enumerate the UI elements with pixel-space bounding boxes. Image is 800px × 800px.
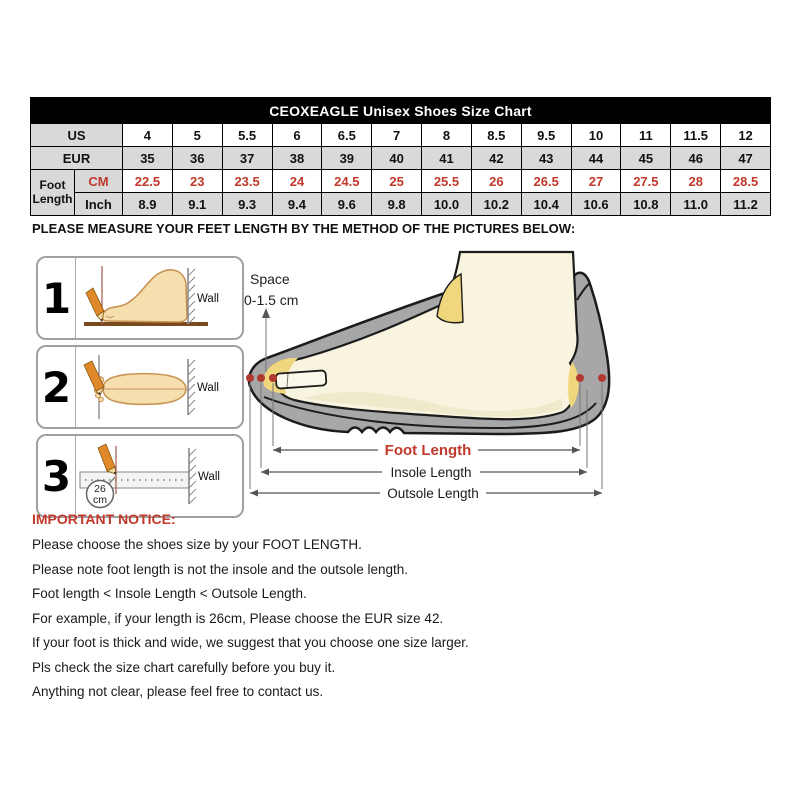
wall-label: Wall	[198, 471, 220, 483]
foot-in-shoe-svg	[240, 250, 640, 508]
notice-line: Anything not clear, please feel free to contact us.	[32, 684, 324, 699]
space-label-line2: 0-1.5 cm	[244, 292, 299, 308]
toe	[99, 398, 104, 402]
inch-length-cell: 9.6	[322, 193, 372, 216]
foot-side-shape	[102, 270, 187, 322]
cm-length-cell: 27	[571, 170, 621, 193]
wall-label: Wall	[197, 382, 219, 394]
us-size-cell: 4	[123, 124, 173, 147]
inch-length-cell: 8.9	[123, 193, 173, 216]
inch-length-cell: 11.2	[721, 193, 771, 216]
notice-line: If your foot is thick and wide, we suggest that you choose one size larger.	[32, 635, 469, 650]
eur-size-cell: 46	[671, 147, 721, 170]
step-number: 1	[38, 258, 76, 338]
inch-length-cell: 10.6	[571, 193, 621, 216]
us-size-cell: 9.5	[521, 124, 571, 147]
pencil-lead	[114, 472, 116, 474]
space-arrowhead-icon	[262, 308, 270, 318]
insole-length-label: Insole Length	[390, 465, 472, 480]
us-size-cell: 12	[721, 124, 771, 147]
notice-heading: IMPORTANT NOTICE:	[32, 511, 176, 527]
eur-size-cell: 36	[172, 147, 222, 170]
wall-hatch	[189, 448, 196, 504]
notice-line: For example, if your length is 26cm, Please choose the EUR size 42.	[32, 610, 444, 626]
arrowhead-icon	[250, 490, 258, 497]
step-box-2	[36, 345, 244, 429]
size-chart-title: CEOXEAGLE Unisex Shoes Size Chart	[31, 98, 771, 124]
notice-lines	[32, 537, 752, 699]
us-size-cell: 11.5	[671, 124, 721, 147]
row-label-foot-length: Foot Length	[31, 170, 75, 216]
tongue-patch	[437, 274, 463, 323]
size-chart-table	[30, 97, 771, 216]
foot-in-shoe-diagram	[240, 250, 640, 513]
eur-size-cell: 40	[372, 147, 422, 170]
notice-line: Pls check the size chart carefully before you buy it.	[32, 659, 336, 675]
row-label-inch: Inch	[75, 193, 123, 216]
pencil-icon	[84, 361, 104, 391]
eur-size-cell: 44	[571, 147, 621, 170]
eur-size-cell: 38	[272, 147, 322, 170]
step-illustration-top-foot	[76, 349, 242, 425]
cm-length-cell: 23	[172, 170, 222, 193]
cm-length-cell: 28	[671, 170, 721, 193]
us-size-cell: 6	[272, 124, 322, 147]
cm-length-cell: 25.5	[422, 170, 472, 193]
important-notice-section	[32, 511, 752, 709]
wall-label: Wall	[197, 293, 219, 305]
eur-row	[31, 147, 771, 170]
step-illustration-ruler	[76, 438, 242, 514]
pencil-lead	[100, 319, 102, 321]
us-size-cell: 8	[422, 124, 472, 147]
eur-size-cell: 41	[422, 147, 472, 170]
eur-size-cell: 47	[721, 147, 771, 170]
notice-line: Foot length < Insole Length < Outsole Length.	[32, 586, 307, 601]
cm-length-cell: 28.5	[721, 170, 771, 193]
leg-and-foot	[275, 252, 577, 419]
eur-size-cell: 43	[521, 147, 571, 170]
us-size-cell: 5.5	[222, 124, 272, 147]
row-label-us: US	[31, 124, 123, 147]
us-row	[31, 124, 771, 147]
inch-length-cell: 9.1	[172, 193, 222, 216]
measure-instruction-heading: PLEASE MEASURE YOUR FEET LENGTH BY THE METHOD OF THE PICTURES BELOW:	[32, 221, 576, 236]
cm-length-cell: 26.5	[521, 170, 571, 193]
circle-unit: cm	[93, 494, 107, 506]
step-illustration-side-foot	[76, 260, 242, 336]
circle-value: 26	[94, 483, 106, 495]
wall-hatch	[188, 359, 195, 415]
foot-length-label: Foot Length	[384, 442, 472, 459]
cm-row	[31, 170, 771, 193]
cm-length-cell: 22.5	[123, 170, 173, 193]
us-size-cell: 10	[571, 124, 621, 147]
eur-size-cell: 42	[471, 147, 521, 170]
us-size-cell: 11	[621, 124, 671, 147]
cm-length-cell: 26	[471, 170, 521, 193]
row-label-eur: EUR	[31, 147, 123, 170]
cm-length-cell: 23.5	[222, 170, 272, 193]
step-box-1	[36, 256, 244, 340]
space-label-line1: Space	[250, 271, 290, 287]
arrowhead-icon	[579, 469, 587, 476]
arrowhead-icon	[261, 469, 269, 476]
cm-length-cell: 24	[272, 170, 322, 193]
side-foot-measure-icon	[76, 260, 240, 336]
us-size-cell: 6.5	[322, 124, 372, 147]
inch-length-cell: 10.4	[521, 193, 571, 216]
inch-length-cell: 9.4	[272, 193, 322, 216]
toe-cap	[276, 370, 327, 388]
step-box-3	[36, 434, 244, 518]
row-label-cm: CM	[75, 170, 123, 193]
inch-length-cell: 10.8	[621, 193, 671, 216]
pencil-lead	[98, 392, 100, 394]
eur-size-cell: 37	[222, 147, 272, 170]
inch-row	[31, 193, 771, 216]
us-size-cell: 7	[372, 124, 422, 147]
top-foot-measure-icon	[76, 349, 240, 425]
eur-size-cell: 45	[621, 147, 671, 170]
ruler-measure-icon	[76, 438, 240, 514]
outsole-length-label: Outsole Length	[387, 486, 479, 501]
inch-length-cell: 10.0	[422, 193, 472, 216]
wall-hatch	[188, 268, 195, 324]
notice-line: Please choose the shoes size by your FOOT LENGTH.	[32, 537, 362, 552]
eur-size-cell: 39	[322, 147, 372, 170]
step-number: 2	[38, 347, 76, 427]
inch-length-cell: 9.8	[372, 193, 422, 216]
step-number: 3	[38, 436, 76, 516]
cm-length-cell: 27.5	[621, 170, 671, 193]
cm-length-cell: 25	[372, 170, 422, 193]
cm-length-cell: 24.5	[322, 170, 372, 193]
inch-length-cell: 10.2	[471, 193, 521, 216]
pencil-icon	[86, 288, 104, 316]
inch-length-cell: 9.3	[222, 193, 272, 216]
arrowhead-icon	[594, 490, 602, 497]
eur-size-cell: 35	[123, 147, 173, 170]
notice-line: Please note foot length is not the insole and the outsole length.	[32, 561, 409, 577]
arrowhead-icon	[273, 447, 281, 454]
us-size-cell: 5	[172, 124, 222, 147]
us-size-cell: 8.5	[471, 124, 521, 147]
arrowhead-icon	[572, 447, 580, 454]
inch-length-cell: 11.0	[671, 193, 721, 216]
pencil-icon	[98, 444, 115, 471]
measure-steps	[36, 256, 244, 523]
